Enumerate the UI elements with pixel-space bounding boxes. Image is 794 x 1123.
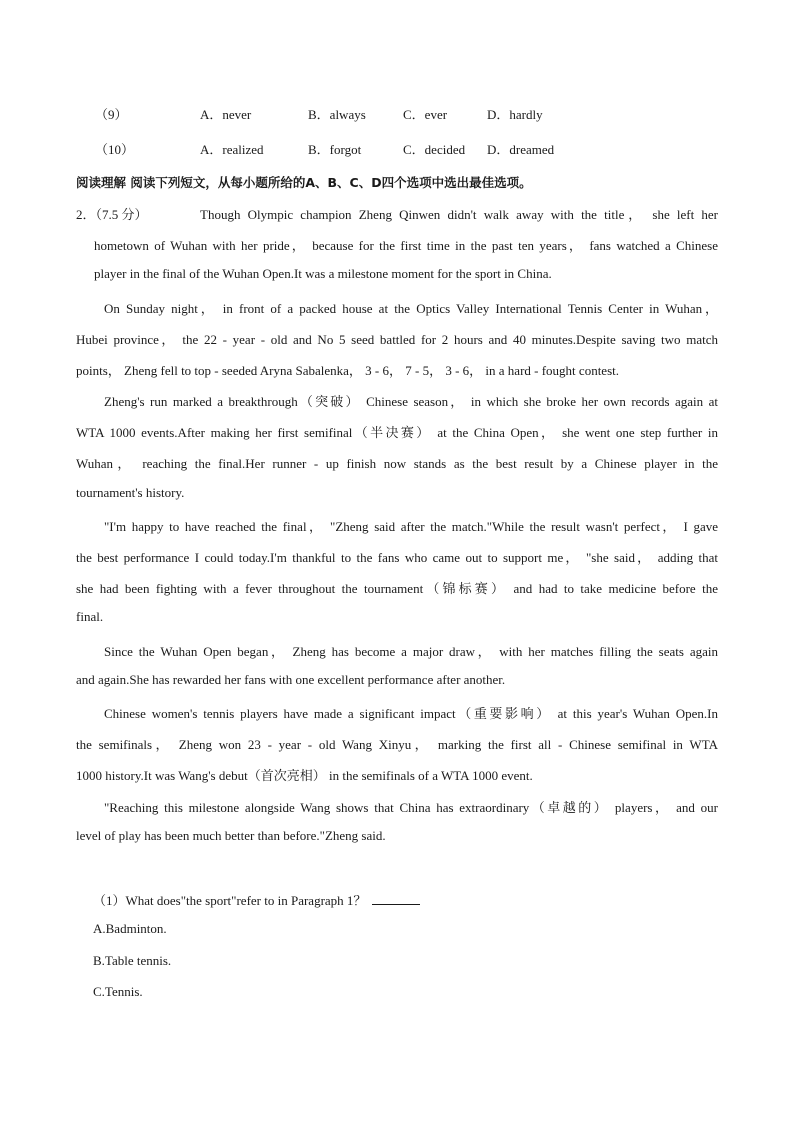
- passage-line: Since the Wuhan Open began， Zheng has become a major draw， with her matches filling the seats again: [104, 644, 718, 659]
- passage-line: level of play has been much better than before."Zheng said.: [76, 828, 386, 843]
- passage-line: hometown of Wuhan with her pride， because for the first time in the past ten years， fans watched a Chinese: [94, 238, 718, 253]
- passage-line: Chinese women's tennis players have made a significant impact（重要影响） at this year's Wuhan Open.In: [104, 706, 718, 721]
- choice-a[interactable]: A.Badminton.: [93, 921, 167, 936]
- passage-line: and again.She has rewarded her fans with one excellent performance after another.: [76, 672, 506, 687]
- mc-number: （9）: [95, 107, 128, 122]
- choice-b[interactable]: B.Table tennis.: [93, 953, 172, 968]
- passage-line: 1000 history.It was Wang's debut（首次亮相） in the semifinals of a WTA 1000 event.: [76, 768, 533, 783]
- option-a: A．realized: [200, 142, 264, 157]
- passage-line: On Sunday night， in front of a packed house at the Optics Valley International Tennis Center in Wuhan，: [104, 301, 718, 316]
- option-c: C．ever: [403, 107, 448, 122]
- choice-c[interactable]: C.Tennis.: [93, 984, 143, 999]
- option-a: A．never: [200, 107, 252, 122]
- answer-blank[interactable]: [372, 893, 420, 905]
- option-b: B．forgot: [308, 142, 362, 157]
- passage-line: points， Zheng fell to top - seeded Aryna Sabalenka， 3 - 6， 7 - 5， 3 - 6， in a hard - fought contest.: [76, 363, 619, 378]
- passage-line: "Reaching this milestone alongside Wang shows that China has extraordinary（卓越的） players， and our: [104, 800, 718, 815]
- passage-line: she had been fighting with a fever throughout the tournament（锦标赛） and had to take medicine before the: [76, 581, 718, 596]
- sub-question-text: （1）What does"the sport"refer to in Paragraph 1？: [93, 893, 367, 908]
- option-d: D．dreamed: [487, 142, 555, 157]
- passage-line: the best performance I could today.I'm thankful to the fans who came out to support me， "she said， adding that: [76, 550, 718, 565]
- passage-line: Zheng's run marked a breakthrough（突破） Chinese season， in which she broke her own records again at: [104, 394, 718, 409]
- section-heading: 阅读理解 阅读下列短文，从每小题所给的A、B、C、D四个选项中选出最佳选项。: [76, 175, 532, 190]
- option-b: B．always: [308, 107, 366, 122]
- question-label: 2．（7.5 分）: [76, 207, 148, 222]
- option-c: C．decided: [403, 142, 466, 157]
- passage-line: player in the final of the Wuhan Open.It was a milestone moment for the sport in China.: [94, 266, 552, 281]
- passage-line: final.: [76, 609, 104, 624]
- passage-line: WTA 1000 events.After making her first semifinal（半决赛） at the China Open， she went one step further in: [76, 425, 718, 440]
- passage-line: Though Olympic champion Zheng Qinwen didn't walk away with the title， she left her: [200, 207, 718, 222]
- passage-line: Hubei province， the 22 - year - old and No 5 seed battled for 2 hours and 40 minutes.Despite saving two match: [76, 332, 718, 347]
- passage-line: tournament's history.: [76, 485, 185, 500]
- sub-question: [93, 890, 420, 909]
- mc-number: （10）: [95, 142, 135, 157]
- passage-line: Wuhan， reaching the final.Her runner - up finish now stands as the best result by a Chinese player in the: [76, 456, 718, 471]
- passage-line: "I'm happy to have reached the final， "Zheng said after the match."While the result wasn't perfect， I gave: [104, 519, 718, 534]
- passage-line: the semifinals， Zheng won 23 - year - old Wang Xinyu， marking the first all - Chinese semifinal in WTA: [76, 737, 718, 752]
- option-d: D．hardly: [487, 107, 543, 122]
